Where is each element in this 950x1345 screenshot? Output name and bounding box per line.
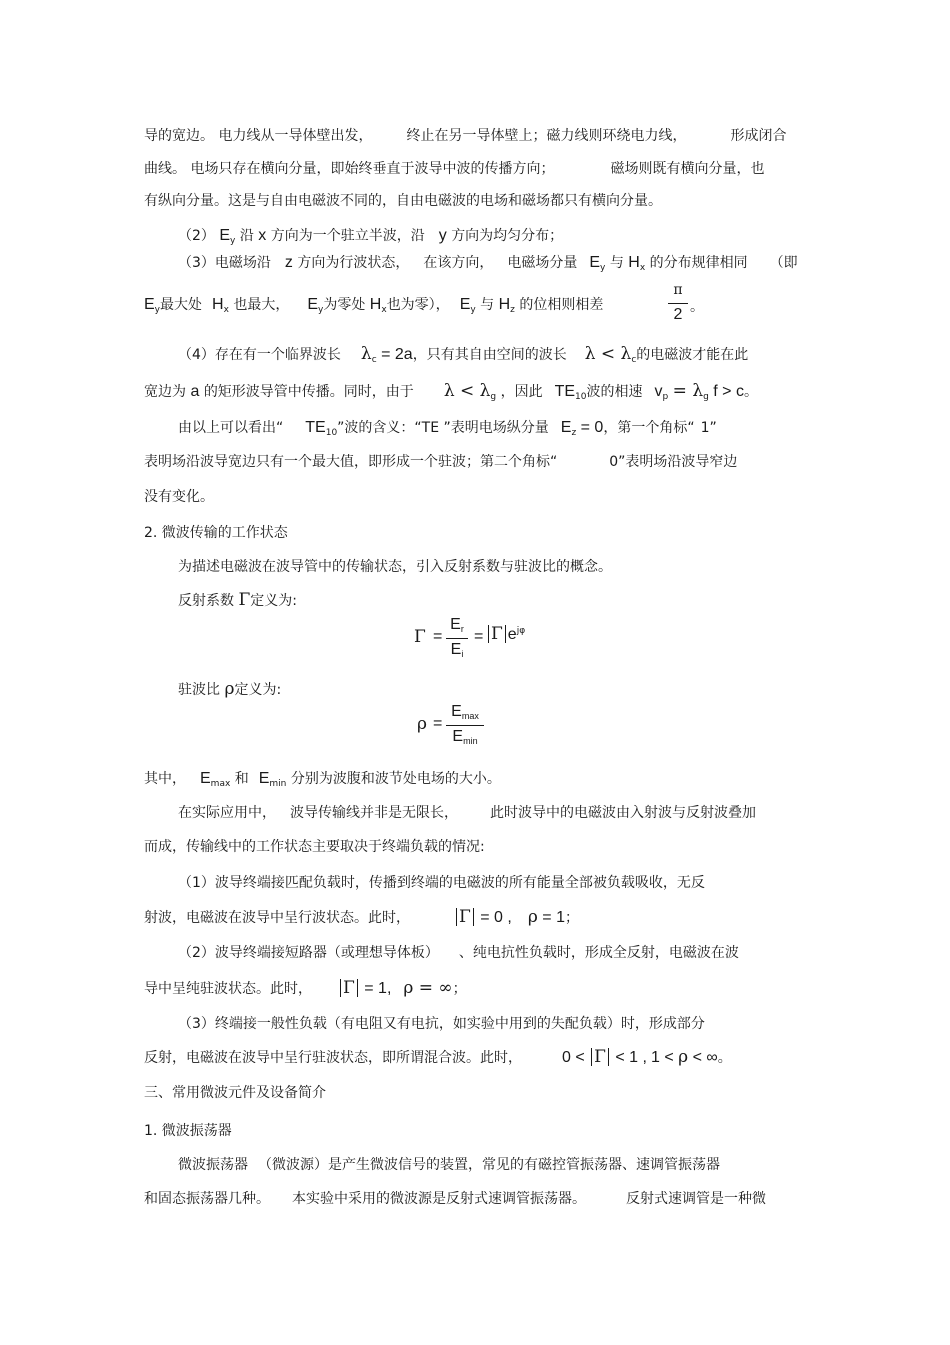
text-line: （3）终端接一般性负载（有电阻又有电抗，如实验中用到的失配负载）时，形成部分 (178, 1016, 705, 1032)
text-segment: 。 (690, 299, 704, 315)
text-line: 为描述电磁波在波导管中的传输状态，引入反射系数与驻波比的概念。 (178, 559, 612, 575)
math-symbol: y (438, 227, 447, 244)
math-symbol: a (190, 383, 200, 400)
section-heading: 三、常用微波元件及设备简介 (144, 1085, 326, 1101)
math-symbol: λ (360, 344, 372, 364)
text-segment: 最大处 (160, 297, 202, 313)
text-segment: 。 (743, 384, 758, 400)
math-symbol: E (560, 419, 572, 436)
math-symbol: E (452, 728, 464, 745)
text-segment: 反射系数 (178, 593, 234, 609)
math-expression: λ < λ (443, 381, 491, 401)
math-subscript: y (600, 263, 606, 273)
text-segment: 也为零）， (386, 297, 450, 313)
section-heading: 2. 微波传输的工作状态 (144, 525, 288, 541)
math-symbol: E (589, 254, 601, 271)
math-symbol: Γ (459, 907, 471, 927)
text-segment: 表明场沿波导宽边只有一个最大值，即形成一个驻波；第二个角标“ (144, 454, 558, 470)
text-segment: 终止在另一导体壁上；磁力线则环绕电力线， (406, 128, 687, 144)
text-line (178, 804, 756, 822)
text-segment: 波的相速 (586, 384, 643, 400)
text-line (178, 680, 281, 699)
text-segment: 在实际应用中， (178, 805, 276, 821)
math-subscript: y (230, 236, 236, 246)
math-symbol: z (284, 254, 293, 271)
math-expression: < ∞ (692, 1049, 718, 1066)
math-subscript: r (460, 624, 464, 634)
text-segment: 在该方向， (423, 255, 494, 271)
text-line (144, 979, 467, 998)
text-segment: 方向为均匀分布； (451, 228, 564, 244)
math-expression: 0 < (562, 1049, 585, 1066)
math-subscript: i (461, 649, 464, 659)
text-segment: 与 (480, 297, 495, 313)
math-symbol: ρ (527, 907, 538, 927)
math-symbol: ρ (678, 1047, 689, 1067)
text-line (144, 296, 603, 314)
text-segment: 0”表明场沿波导窄边 (609, 454, 738, 470)
text-segment: 波导传输线并非是无限长， (290, 805, 458, 821)
text-line: （1）波导终端接匹配负载时，传播到终端的电磁波的所有能量全部被负载吸收，无反 (178, 875, 705, 891)
text-line (178, 419, 717, 437)
text-segment: 反射，电磁波在波导中呈行驻波状态，即所谓混合波。此时， (144, 1050, 522, 1066)
math-symbol: H (369, 296, 382, 313)
text-segment: 的电磁波才能在此 (636, 347, 749, 363)
math-symbol: Γ (343, 978, 355, 998)
eq-rho: ρ (417, 714, 427, 734)
math-subscript: x (381, 305, 387, 315)
fraction-numerator: π (673, 282, 683, 298)
math-symbol: H (498, 296, 511, 313)
math-symbol: E (258, 770, 270, 787)
text-line (144, 770, 501, 788)
text-line (144, 160, 764, 178)
text-segment: 为零处 (323, 297, 366, 313)
math-subscript: g (490, 392, 497, 402)
math-symbol: E (144, 296, 155, 313)
text-segment: 沿 (239, 228, 254, 244)
math-expression: = 0 (580, 419, 604, 436)
text-line (178, 254, 798, 272)
text-segment: 导中呈纯驻波状态。此时， (144, 981, 312, 997)
math-expression: 1 < (650, 1049, 674, 1066)
text-line (144, 382, 758, 401)
text-segment: 反射式速调管是一种微 (626, 1191, 766, 1207)
text-segment: 形成闭合 (730, 128, 787, 144)
math-subscript: min (463, 736, 478, 746)
eq-equals: = (433, 628, 443, 645)
text-segment: 定义为: (250, 593, 297, 609)
text-segment: 的矩形波导管中传播。同时，由于 (203, 384, 414, 400)
item-number: （2） (178, 228, 215, 244)
math-symbol: Γ (238, 590, 251, 610)
math-subscript: y (318, 305, 324, 315)
eq-denominator (446, 641, 468, 659)
math-subscript: z (571, 428, 577, 438)
abs-bar (357, 979, 358, 997)
abs-bar (340, 979, 341, 997)
math-superscript: jφ (516, 626, 526, 636)
text-segment: 定义为: (234, 682, 282, 698)
math-symbol: v (654, 383, 663, 400)
math-symbol: TE (305, 419, 326, 436)
math-symbol: TE (554, 383, 576, 400)
text-segment: ，第一个角标“ (603, 420, 695, 436)
text-segment: （3）电磁场沿 (178, 255, 271, 271)
text-segment: （2）波导终端接短路器（或理想导体板） (178, 945, 439, 961)
math-subscript: max (210, 779, 231, 789)
text-segment: （即 (769, 255, 798, 271)
text-segment: 本实验中采用的微波源是反射式速调管振荡器。 (292, 1191, 586, 1207)
eq-equals: = (433, 715, 443, 732)
math-subscript: y (470, 305, 476, 315)
abs-bar (473, 908, 474, 926)
math-symbol: E (450, 616, 461, 633)
eq-magnitude (486, 624, 525, 644)
text-line (144, 453, 737, 471)
text-segment: 、纯电抗性负载时，形成全反射，电磁波在波 (458, 945, 739, 961)
math-subscript: p (662, 392, 669, 402)
text-segment: ； (452, 981, 467, 997)
text-line: 没有变化。 (144, 489, 214, 505)
text-line (178, 345, 748, 364)
text-segment: ”波的含义：“TE ”表明电场纵分量 (337, 420, 549, 436)
text-segment: 的分布规律相同 (649, 255, 748, 271)
text-segment: 宽边为 (144, 384, 186, 400)
math-symbol: E (307, 296, 319, 313)
math-symbol: ρ (224, 679, 235, 699)
fraction-bar (668, 303, 688, 304)
math-subscript: g (703, 392, 709, 402)
abs-bar (488, 625, 489, 643)
text-line (144, 908, 579, 927)
text-line (178, 591, 297, 610)
math-expression: = 1, (364, 980, 392, 997)
text-segment: （微波源）是产生微波信号的装置，常见的有磁控管振荡器、速调管振荡器 (258, 1157, 720, 1173)
text-line (144, 1190, 766, 1208)
text-segment: 射波，电磁波在波导中呈行波状态。此时， (144, 910, 410, 926)
math-expression: f > c (713, 383, 744, 400)
text-segment: ，只有其自由空间的波长 (412, 347, 567, 363)
math-subscript: min (269, 779, 287, 789)
section-heading: 1. 微波振荡器 (144, 1123, 232, 1139)
eq-denominator (446, 728, 484, 746)
text-segment: ； (564, 910, 579, 926)
text-segment: 方向为行波状态， (297, 255, 410, 271)
eq-numerator (446, 616, 468, 634)
text-segment: 。 (717, 1050, 732, 1066)
abs-bar (591, 1048, 592, 1066)
text-segment: 和 (234, 771, 249, 787)
math-symbol: H (628, 254, 640, 271)
math-symbol: e (507, 626, 517, 643)
fraction-denominator: 2 (673, 306, 683, 323)
text-segment: 与 (609, 255, 624, 271)
eq-gamma: Γ (414, 627, 426, 647)
text-line (178, 1156, 720, 1174)
math-subscript: 10 (325, 428, 338, 438)
text-segment: 由以上可以看出“ (178, 420, 284, 436)
abs-bar (505, 625, 506, 643)
math-subscript: c (371, 355, 377, 365)
fraction-bar (446, 725, 484, 726)
math-subscript: y (154, 305, 160, 315)
math-expression: λ < λ (584, 344, 632, 364)
text-line (144, 1048, 732, 1067)
math-symbol: E (459, 296, 471, 313)
text-segment: 的位相则相差 (519, 297, 604, 313)
text-line (178, 227, 563, 245)
math-expression: ρ = ∞ (403, 978, 453, 998)
text-line (144, 127, 786, 145)
text-segment: 和固态振荡器几种。 (144, 1191, 270, 1207)
math-subscript: 10 (575, 392, 587, 402)
math-symbol: H (212, 296, 224, 313)
text-segment: 微波振荡器 (178, 1157, 248, 1173)
math-symbol: E (451, 703, 462, 720)
text-line (178, 944, 739, 962)
text-segment: 驻波比 (178, 682, 220, 698)
math-subscript: max (461, 711, 479, 721)
math-expression: = λ (672, 381, 704, 401)
eq-numerator (446, 703, 484, 721)
text-segment: （4）存在有一个临界波长 (178, 347, 341, 363)
math-expression: = 2a (381, 346, 413, 363)
text-segment: 分别为波腹和波节处电场的大小。 (290, 771, 501, 787)
math-symbol: x (258, 227, 267, 244)
text-segment: 也最大， (233, 297, 290, 313)
text-line: 而成，传输线中的工作状态主要取决于终端负载的情况: (144, 839, 485, 855)
text-segment: 方向为一个驻立半波，沿 (270, 228, 425, 244)
abs-bar (456, 908, 457, 926)
text-segment: 磁场则既有横向分量，也 (610, 161, 765, 177)
text-segment: 曲线。 电场只存在横向分量，即始终垂直于波导中波的传播方向； (144, 161, 555, 177)
math-symbol: E (219, 227, 231, 244)
math-subscript: x (639, 263, 646, 273)
math-symbol: Γ (491, 624, 503, 644)
text-segment: 导的宽边。 电力线从一导体壁出发， (144, 128, 373, 144)
math-symbol: E (200, 770, 211, 787)
math-subscript: z (510, 305, 515, 315)
math-expression: < 1 , (615, 1049, 647, 1066)
text-segment: ，因此 (500, 384, 543, 400)
fraction-bar (446, 638, 468, 639)
abs-bar (608, 1048, 609, 1066)
math-subscript: x (223, 305, 229, 315)
math-symbol: E (450, 641, 462, 658)
math-expression: = 0 , (480, 909, 512, 926)
math-symbol: Γ (594, 1047, 606, 1067)
text-segment: 此时波导中的电磁波由入射波与反射波叠加 (490, 805, 756, 821)
text-segment: 1” (700, 420, 717, 436)
text-line: 有纵向分量。这是与自由电磁波不同的，自由电磁波的电场和磁场都只有横向分量。 (144, 193, 662, 209)
math-expression: = 1 (542, 909, 565, 926)
text-segment: 电磁场分量 (507, 255, 578, 271)
text-segment: 其中， (144, 771, 186, 787)
math-subscript: c (631, 355, 637, 365)
eq-equals: = (474, 628, 484, 645)
